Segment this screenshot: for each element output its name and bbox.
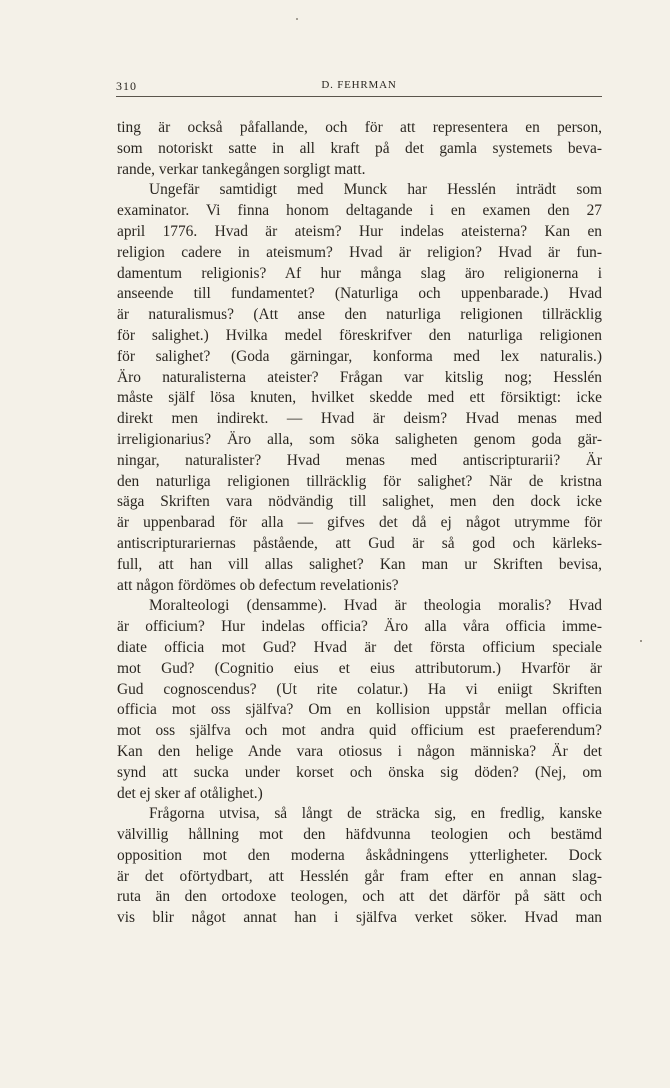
text-line: ting är också påfallande, och för att representera en person, bbox=[117, 119, 602, 136]
text-line: för salighet.) Hvilka medel föreskrifver den naturliga religionen bbox=[117, 326, 602, 344]
text-line: måste själf lösa knuten, hvilket skedde med ett försiktigt: icke bbox=[117, 389, 602, 407]
text-line: Frågorna utvisa, så långt de sträcka sig, en fredlig, kanske bbox=[149, 805, 602, 823]
header-rule bbox=[116, 96, 602, 97]
text-line: Moralteologi (densamme). Hvad är theologia moralis? Hvad bbox=[149, 597, 602, 615]
text-line: synd att sucka under korset och önska sig döden? (Nej, om bbox=[117, 763, 602, 781]
text-line: april 1776. Hvad är ateism? Hur indelas ateisterna? Kan en bbox=[117, 222, 602, 240]
text-line: är naturalismus? (Att anse den naturliga religionen tillräcklig bbox=[117, 306, 602, 324]
speck-mark bbox=[296, 18, 298, 20]
text-line: det ej sker af otålighet.) bbox=[117, 784, 263, 802]
text-line: damentum religionis? Af hur många slag äro religionerna i bbox=[117, 264, 602, 282]
text-line: examinator. Vi finna honom deltagande i en examen den 27 bbox=[117, 202, 602, 220]
text-line: ningar, naturalister? Hvad menas med antiscripturarii? Är bbox=[117, 451, 602, 469]
text-line: full, att han vill allas salighet? Kan man ur Skriften bevisa, bbox=[117, 555, 602, 573]
text-line: som notoriskt satte in all kraft på det gamla systemets beva- bbox=[117, 139, 602, 157]
text-line: mot Gud? (Cognitio eius et eius attributorum.) Hvarför är bbox=[117, 659, 602, 677]
text-line: vis blir något annat han i själfva verket söker. Hvad man bbox=[117, 909, 602, 927]
text-line: Kan den helige Ande vara otiosus i någon människa? Är det bbox=[117, 742, 602, 760]
text-line: att någon fördömes ob defectum revelationis? bbox=[117, 576, 399, 594]
text-line: officia mot oss själfva? Om en kollision uppstår mellan officia bbox=[117, 701, 602, 719]
text-line: mot oss själfva och mot andra quid officium est praeferendum? bbox=[117, 722, 602, 740]
text-line: religion cadere in ateismum? Hvad är religion? Hvad är fun- bbox=[117, 243, 602, 261]
body-text bbox=[117, 118, 602, 929]
running-head: D. FEHRMAN bbox=[321, 79, 397, 91]
text-line: diate officia mot Gud? Hvad är det första officium speciale bbox=[117, 638, 602, 656]
text-line: välvillig hållning mot den häfdvunna teologien och bestämd bbox=[117, 826, 602, 844]
speck-mark bbox=[640, 640, 642, 642]
text-line: Gud cognoscendus? (Ut rite colatur.) Ha vi eniigt Skriften bbox=[117, 680, 602, 698]
text-line: är uppenbarad för alla — gifves det då ej något utrymme för bbox=[117, 514, 602, 532]
text-line: är officium? Hur indelas officia? Äro alla våra officia imme- bbox=[117, 618, 602, 636]
text-line: anseende till fundamentet? (Naturliga och uppenbarade.) Hvad bbox=[117, 285, 602, 303]
text-line: Äro naturalisterna ateister? Frågan var kitslig nog; Hesslén bbox=[117, 368, 602, 386]
text-line: ruta än den ortodoxe teologen, och att det därför på sätt och bbox=[117, 888, 602, 906]
text-line: den naturliga religionen tillräcklig för salighet? När de kristna bbox=[117, 472, 602, 490]
text-line: irreligionarius? Äro alla, som söka saligheten genom goda gär- bbox=[117, 430, 602, 448]
text-line: opposition mot den moderna åskådningens ytterligheter. Dock bbox=[117, 846, 602, 864]
text-line: säga Skriften vara nödvändig till salighet, men den dock icke bbox=[117, 493, 602, 511]
page-header bbox=[116, 79, 602, 97]
text-line: antiscripturariernas påstående, att Gud är så god och kärleks- bbox=[117, 534, 602, 552]
text-line: Ungefär samtidigt med Munck har Hesslén inträdt som bbox=[149, 181, 602, 199]
text-line: direkt men indirekt. — Hvad är deism? Hvad menas med bbox=[117, 410, 602, 428]
text-line: för salighet? (Goda gärningar, konforma med lex naturalis.) bbox=[117, 347, 602, 365]
text-line: är det oförtydbart, att Hesslén går fram efter en annan slag- bbox=[117, 867, 602, 885]
page-number: 310 bbox=[116, 79, 137, 93]
text-line: rande, verkar tankegången sorgligt matt. bbox=[117, 160, 366, 178]
